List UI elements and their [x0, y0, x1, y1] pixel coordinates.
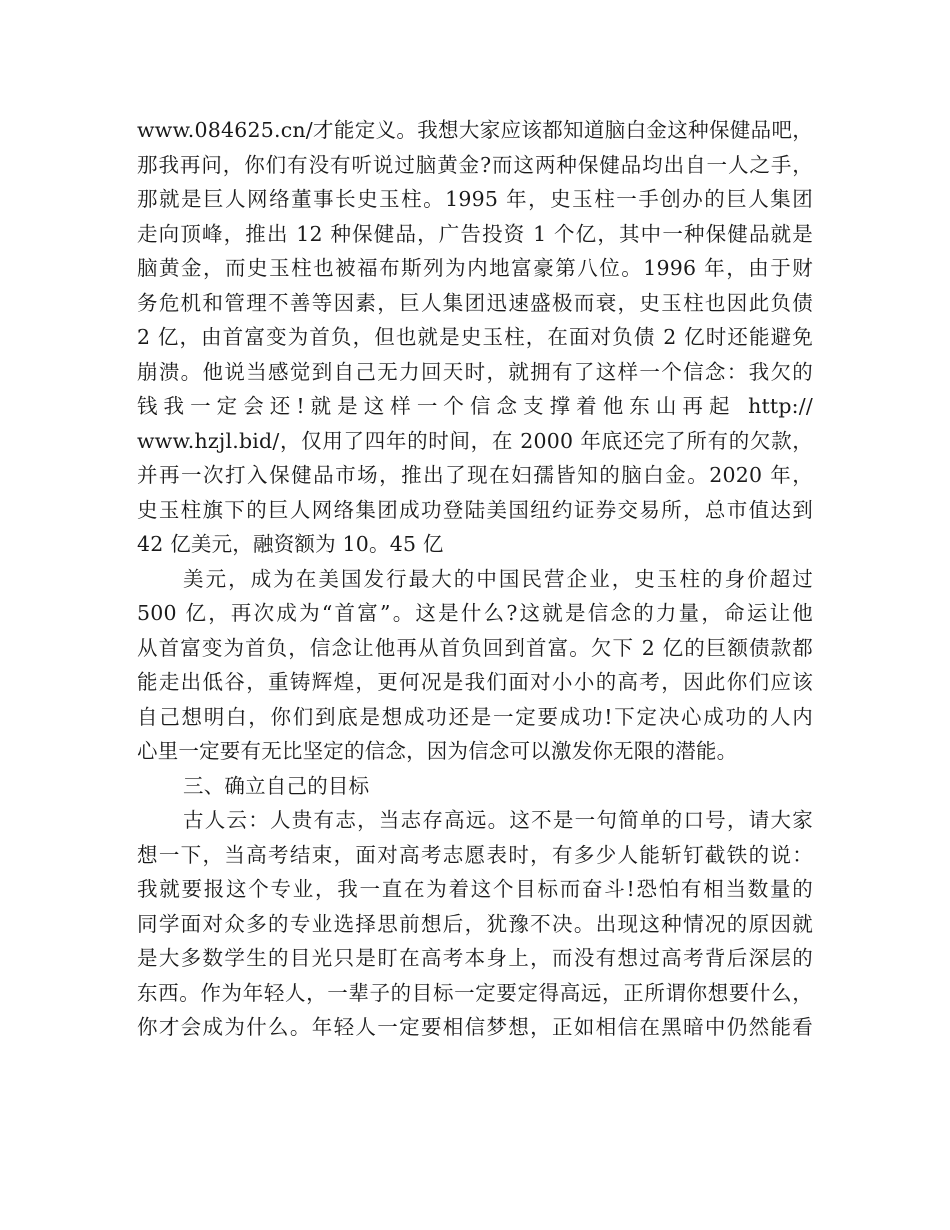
text-line: 同学面对众多的专业选择思前想后，犹豫不决。出现这种情况的原因就 [137, 912, 813, 936]
text-line: 42 亿美元，融资额为 10。45 亿 [137, 532, 444, 556]
text-line: 并再一次打入保健品市场，推出了现在妇孺皆知的脑白金。2020 年， [137, 463, 813, 487]
text-line: 你才会成为什么。年轻人一定要相信梦想，正如相信在黑暗中仍然能看 [137, 1015, 813, 1039]
text-line: 钱我一定会还!就是这样一个信念支撑着他东山再起 http:// [137, 394, 813, 418]
text-line: 想一下，当高考结束，面对高考志愿表时，有多少人能斩钉截铁的说： [137, 843, 813, 867]
section-heading: 三、确立自己的目标 [183, 774, 370, 798]
text-line: 那我再问，你们有没有听说过脑黄金?而这两种保健品均出自一人之手， [137, 153, 813, 177]
text-line: 500 亿，再次成为“首富”。这是什么?这就是信念的力量，命运让他 [137, 601, 813, 625]
text-line: 自己想明白，你们到底是想成功还是一定要成功!下定决心成功的人内 [137, 705, 813, 729]
text-line: 东西。作为年轻人，一辈子的目标一定要定得高远，正所谓你想要什么， [137, 981, 813, 1005]
text-line: 心里一定要有无比坚定的信念，因为信念可以激发你无限的潜能。 [137, 739, 738, 763]
text-line: 我就要报这个专业，我一直在为着这个目标而奋斗!恐怕有相当数量的 [137, 877, 813, 901]
text-line: 是大多数学生的目光只是盯在高考本身上，而没有想过高考背后深层的 [137, 946, 813, 970]
text-line: www.084625.cn/才能定义。我想大家应该都知道脑白金这种保健品吧， [137, 118, 813, 142]
text-line: 务危机和管理不善等因素，巨人集团迅速盛极而衰，史玉柱也因此负债 [137, 291, 813, 315]
text-line: 能走出低谷，重铸辉煌，更何况是我们面对小小的高考，因此你们应该 [137, 670, 813, 694]
text-line: 崩溃。他说当感觉到自己无力回天时，就拥有了这样一个信念：我欠的 [137, 360, 813, 384]
text-line: 走向顶峰，推出 12 种保健品，广告投资 1 个亿，其中一种保健品就是 [137, 222, 813, 246]
text-line: www.hzjl.bid/，仅用了四年的时间，在 2000 年底还完了所有的欠款， [137, 429, 813, 453]
text-line: 脑黄金，而史玉柱也被福布斯列为内地富豪第八位。1996 年，由于财 [137, 256, 813, 280]
text-line: 那就是巨人网络董事长史玉柱。1995 年，史玉柱一手创办的巨人集团 [137, 187, 813, 211]
paragraph-first-line: 古人云：人贵有志，当志存高远。这不是一句简单的口号，请大家 [183, 808, 813, 832]
text-line: 2 亿，由首富变为首负，但也就是史玉柱，在面对负债 2 亿时还能避免 [137, 325, 813, 349]
paragraph-first-line: 美元，成为在美国发行最大的中国民营企业，史玉柱的身价超过 [183, 567, 813, 591]
text-line: 从首富变为首负，信念让他再从首负回到首富。欠下 2 亿的巨额债款都 [137, 636, 813, 660]
text-line: 史玉柱旗下的巨人网络集团成功登陆美国纽约证券交易所，总市值达到 [137, 498, 813, 522]
